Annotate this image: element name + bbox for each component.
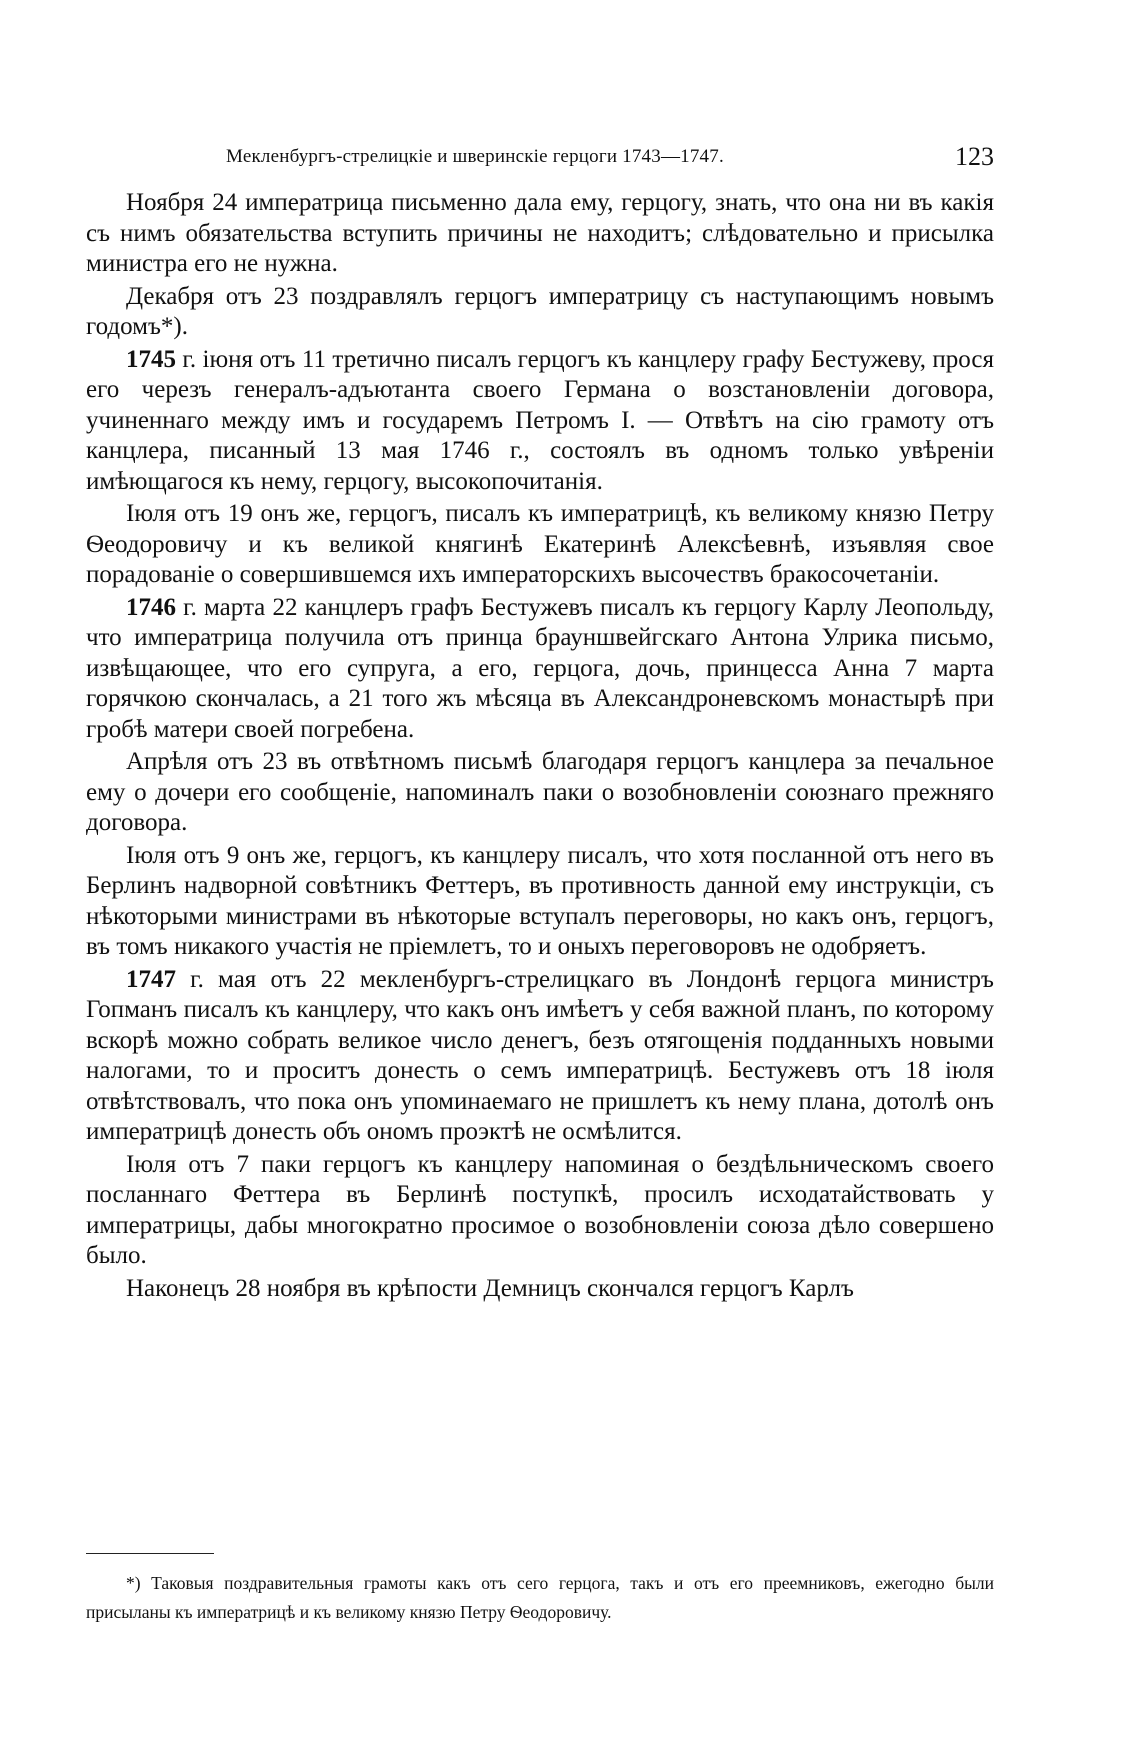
paragraph-november-24: Ноября 24 императрица письменно дала ему, герцогу, знать, что она ни въ какія съ нимъ обязательства вступить причины не находитъ; слѣдовательно и присылка министра его не нужна. (86, 189, 994, 277)
paragraph-1745: 1745 г. іюня отъ 11 третично писалъ герцогъ къ канцлеру графу Бестужеву, прося его черезъ генералъ-адъютанта своего Германа о возстановленіи договора, учиненнаго между имъ и государемъ Петромъ I. — Отвѣтъ на сію грамоту отъ канцлера, писанный 13 мая 1746 г., состоялъ въ одномъ только увѣреніи имѣющагося къ нему, герцогу, высокопочитанія. (86, 345, 994, 495)
body-text (86, 188, 994, 1306)
paragraph-1746: 1746 г. марта 22 канцлеръ графъ Бестужевъ писалъ къ герцогу Карлу Леопольду, что императрица получила отъ принца брауншвейгскаго Антона Улрика письмо, извѣщающее, что его супруга, а его, герцога, дочь, принцесса Анна 7 марта горячкою скончалась, а 21 того жъ мѣсяца въ Александроневскомъ монастырѣ при гробѣ матери своей погребена. (86, 593, 994, 743)
paragraph-july-7: Іюля отъ 7 паки герцогъ къ канцлеру напоминая о бездѣльническомъ своего посланнаго Феттера въ Берлинѣ поступкѣ, просилъ исходатайствовать у императрицы, дабы многократно просимое о возобновленіи союза дѣло совершено было. (86, 1150, 994, 1269)
paragraph-finally: Наконецъ 28 ноября въ крѣпости Демницъ скончался герцогъ Карлъ (126, 1274, 854, 1302)
year-label: 1747 (126, 965, 176, 993)
year-label: 1745 (126, 345, 176, 373)
footnote-divider (86, 1553, 214, 1554)
paragraph-april-23: Апрѣля отъ 23 въ отвѣтномъ письмѣ благодаря герцогъ канцлера за печальное ему о дочери его сообщеніе, напоминалъ паки о возобновленіи союзнаго прежняго договора. (86, 748, 994, 836)
running-title: Мекленбургъ-стрелицкіе и шверинскіе герцоги 1743—1747. (226, 146, 724, 167)
paragraph-december-23: Декабря отъ 23 поздравлялъ герцогъ императрицу съ наступающимъ новымъ годомъ*). (86, 282, 994, 340)
running-head (86, 142, 994, 176)
paragraph-july-19: Іюля отъ 19 онъ же, герцогъ, писалъ къ императрицѣ, къ великому князю Петру Ѳеодоровичу и къ великой княгинѣ Екатеринѣ Алексѣевнѣ, изъявляя свое порадованіе о совершившемся ихъ императорскихъ высочествъ бракосочетаніи. (86, 500, 994, 588)
page-number: 123 (955, 142, 994, 171)
paragraph-1747: 1747 г. мая отъ 22 мекленбургъ-стрелицкаго въ Лондонѣ герцога министръ Гопманъ писалъ къ канцлеру, что какъ онъ имѣетъ у себя важной планъ, по которому вскорѣ можно собрать великое число денегъ, безъ отягощенія подданныхъ новыми налогами, то и проситъ донесть о семъ императрицѣ. Бестужевъ отъ 18 іюля отвѣтствовалъ, что пока онъ упоминаемаго не пришлетъ къ нему плана, дотолѣ онъ императрицѣ донесть объ ономъ проэктѣ не осмѣлится. (86, 965, 994, 1145)
year-label: 1746 (126, 593, 176, 621)
footnote-text: *) Таковыя поздравительныя грамоты какъ отъ сего герцога, такъ и отъ его преемниковъ, ежегодно были присыланы къ императрицѣ и къ великому князю Петру Ѳеодоровичу. (86, 1573, 994, 1622)
footnote (86, 1569, 994, 1627)
paragraph-july-9: Іюля отъ 9 онъ же, герцогъ, къ канцлеру писалъ, что хотя посланной отъ него въ Берлинъ надворной совѣтникъ Феттеръ, въ противность данной ему инструкціи, съ нѣкоторыми министрами въ нѣкоторые вступалъ переговоры, но какъ онъ, герцогъ, въ томъ никакого участія не пріемлетъ, то и оныхъ переговоровъ не одобряетъ. (86, 841, 994, 960)
